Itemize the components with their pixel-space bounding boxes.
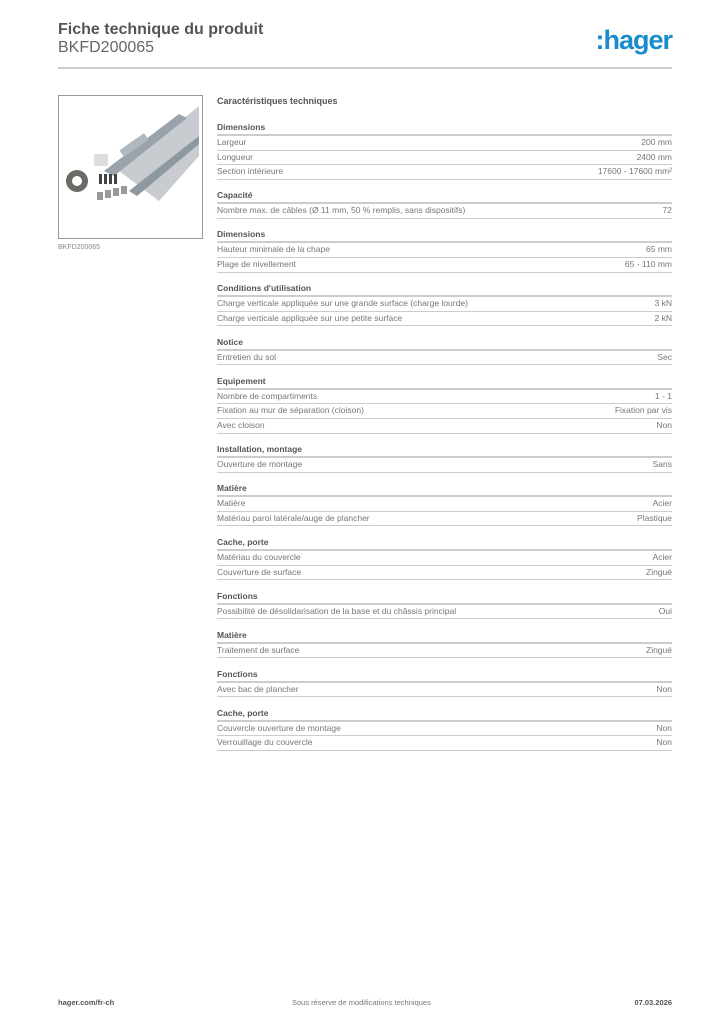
spec-value: Sec	[657, 351, 672, 362]
spec-label: Matériau du couvercle	[217, 551, 301, 562]
spec-label: Possibilité de désolidarisation de la base et du châssis principal	[217, 605, 457, 616]
group-heading: Cache, porte	[217, 707, 672, 722]
spec-value: Non	[656, 683, 672, 694]
header-divider	[58, 67, 672, 69]
spec-label: Charge verticale appliquée sur une petite surface	[217, 312, 403, 323]
spec-group	[217, 590, 672, 620]
spec-label: Couverture de surface	[217, 566, 302, 577]
spec-group	[217, 228, 672, 272]
group-heading: Dimensions	[217, 121, 672, 136]
spec-value: 2400 mm	[636, 151, 672, 162]
spec-value: Zingué	[646, 644, 672, 655]
spec-row	[217, 151, 672, 166]
spec-value: 200 mm	[641, 137, 672, 147]
group-heading: Matière	[217, 629, 672, 644]
footer-date: 07.03.2026	[634, 998, 672, 1007]
spec-value: Non	[656, 737, 672, 748]
spec-value: 2 kN	[654, 312, 672, 323]
spec-value: Plastique	[637, 512, 672, 523]
spec-row	[217, 404, 672, 419]
footer-website: hager.com/fr-ch	[58, 998, 115, 1007]
spec-group	[217, 443, 672, 473]
spec-label: Verrouillage du couvercle	[217, 737, 313, 748]
spec-group	[217, 189, 672, 219]
spec-row	[217, 136, 672, 151]
spec-row	[217, 683, 672, 698]
spec-label: Longueur	[217, 151, 253, 162]
spec-label: Largeur	[217, 137, 247, 147]
spec-row	[217, 312, 672, 327]
spec-value: Non	[656, 420, 672, 431]
group-heading: Cache, porte	[217, 536, 672, 551]
spec-group	[217, 629, 672, 659]
spec-value: Acier	[652, 498, 672, 509]
group-heading: Notice	[217, 336, 672, 351]
spec-row	[217, 243, 672, 258]
section-title: Caractéristiques techniques	[217, 96, 338, 106]
spec-row	[217, 605, 672, 620]
spec-label: Matériau paroi latérale/auge de plancher	[217, 512, 370, 523]
spec-row	[217, 165, 672, 180]
spec-label: Ouverture de montage	[217, 459, 303, 470]
spec-group	[217, 336, 672, 366]
group-heading: Matière	[217, 482, 672, 497]
spec-label: Avec cloison	[217, 420, 265, 431]
spec-label: Hauteur minimale de la chape	[217, 244, 330, 255]
group-heading: Conditions d'utilisation	[217, 282, 672, 297]
group-heading: Capacité	[217, 189, 672, 204]
group-heading: Equipement	[217, 375, 672, 390]
spec-row	[217, 458, 672, 473]
spec-value: Non	[656, 722, 672, 733]
spec-row	[217, 419, 672, 434]
spec-value: 65 - 110 mm	[624, 258, 672, 269]
spec-group	[217, 536, 672, 580]
spec-value: 3 kN	[654, 298, 672, 309]
spec-row	[217, 497, 672, 512]
spec-row	[217, 204, 672, 219]
product-image	[58, 95, 203, 239]
spec-value: 1 - 1	[654, 390, 672, 401]
spec-value: Acier	[652, 551, 672, 562]
spec-row	[217, 390, 672, 405]
spec-value: Sans	[652, 459, 672, 470]
spec-row	[217, 736, 672, 751]
hager-logo: :hager	[595, 25, 672, 55]
spec-value: 72	[662, 205, 672, 216]
spec-value: Zingué	[646, 566, 672, 577]
spec-label: Matière	[217, 498, 246, 509]
spec-value: Fixation par vis	[614, 405, 672, 416]
footer-disclaimer: Sous réserve de modifications techniques	[292, 998, 431, 1007]
spec-value: 65 mm	[646, 244, 672, 255]
product-code: BKFD200065	[58, 39, 155, 56]
spec-label: Section intérieure	[217, 166, 284, 177]
group-heading: Installation, montage	[217, 443, 672, 458]
spec-row	[217, 258, 672, 273]
spec-row	[217, 551, 672, 566]
spec-row	[217, 644, 672, 659]
spec-label: Fixation au mur de séparation (cloison)	[217, 405, 364, 416]
spec-label: Plage de nivellement	[217, 258, 296, 269]
spec-row	[217, 351, 672, 366]
spec-label: Avec bac de plancher	[217, 683, 299, 694]
spec-group	[217, 707, 672, 751]
spec-row	[217, 297, 672, 312]
spec-row	[217, 512, 672, 527]
specs-table	[217, 96, 672, 761]
spec-row	[217, 722, 672, 737]
spec-value: Oui	[658, 605, 672, 616]
spec-label: Couvercle ouverture de montage	[217, 722, 341, 733]
group-heading: Dimensions	[217, 228, 672, 243]
spec-value: 17600 - 17600 mm²	[597, 166, 672, 177]
group-heading: Fonctions	[217, 668, 672, 683]
image-caption: BKFD200065	[58, 244, 101, 251]
spec-label: Entretien du sol	[217, 351, 277, 362]
spec-label: Nombre max. de câbles (Ø 11 mm, 50 % remplis, sans dispositifs)	[217, 205, 466, 216]
spec-row	[217, 566, 672, 581]
page-title: Fiche technique du produit	[58, 21, 264, 38]
group-heading: Fonctions	[217, 590, 672, 605]
spec-group	[217, 282, 672, 326]
spec-group	[217, 121, 672, 180]
spec-group	[217, 482, 672, 526]
spec-label: Traitement de surface	[217, 644, 300, 655]
spec-group	[217, 375, 672, 434]
spec-group	[217, 668, 672, 698]
spec-label: Charge verticale appliquée sur une grande surface (charge lourde)	[217, 298, 468, 309]
spec-label: Nombre de compartiments	[217, 390, 318, 401]
